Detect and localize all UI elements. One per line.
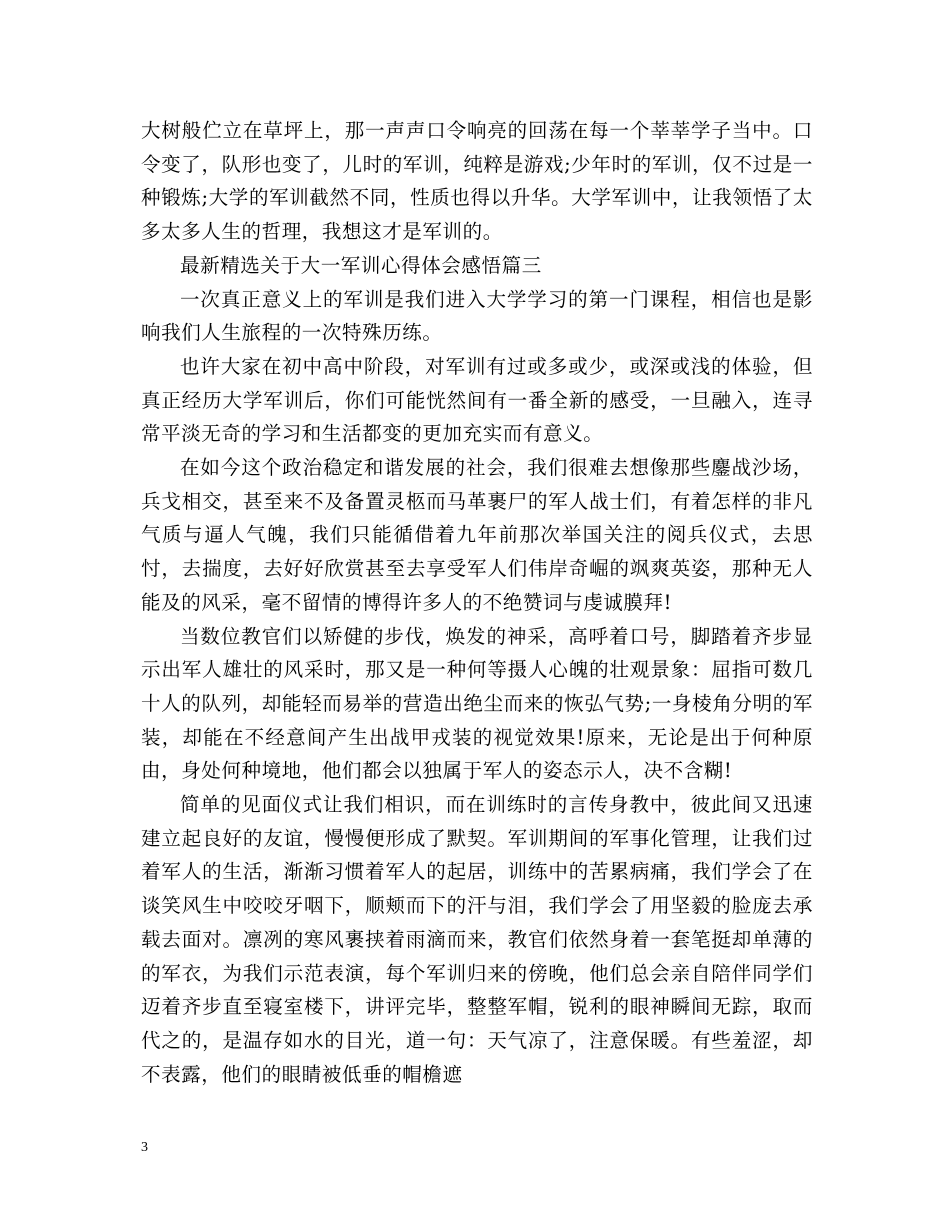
- body-text: [141, 114, 813, 1091]
- paragraph: 简单的见面仪式让我们相识，而在训练时的言传身教中，彼此间又迅速建立起良好的友谊，慢慢便形成了默契。军训期间的军事化管理，让我们过着军人的生活，渐渐习惯着军人的起居，训练中的苦累病痛，我们学会了在谈笑风生中咬咬牙咽下，顺颊而下的汗与泪，我们学会了用坚毅的脸庞去承载去面对。凛冽的寒风裹挟着雨滴而来，教官们依然身着一套笔挺却单薄的的军衣，为我们示范表演，每个军训归来的傍晚，他们总会亲自陪伴同学们迈着齐步直至寝室楼下，讲评完毕，整整军帽，锐利的眼神瞬间无踪，取而代之的，是温存如水的目光，道一句：天气凉了，注意保暖。有些羞涩，却不表露，他们的眼睛被低垂的帽檐遮: [141, 793, 813, 1086]
- paragraph: 一次真正意义上的军训是我们进入大学学习的第一门课程，相信也是影响我们人生旅程的一次特殊历练。: [141, 287, 813, 345]
- paragraph-continuation: 大树般伫立在草坪上，那一声声口令响亮的回荡在每一个莘莘学子当中。口令变了，队形也变了，儿时的军训，纯粹是游戏;少年时的军训，仅不过是一种锻炼;大学的军训截然不同，性质也得以升华。大学军训中，让我领悟了太多太多人生的哲理，我想这才是军训的。: [141, 119, 813, 244]
- section-heading: 最新精选关于大一军训心得体会感悟篇三: [180, 253, 542, 277]
- paragraph: 当数位教官们以矫健的步伐，焕发的神采，高呼着口号，脚踏着齐步显示出军人雄壮的风采时，那又是一种何等摄人心魄的壮观景象：屈指可数几十人的队列，却能轻而易举的营造出绝尘而来的恢弘气势;一身棱角分明的军装，却能在不经意间产生出战甲戎装的视觉效果!原来，无论是出于何种原由，身处何种境地，他们都会以独属于军人的姿态示人，决不含糊!: [141, 624, 813, 783]
- paragraph: 也许大家在初中高中阶段，对军训有过或多或少，或深或浅的体验，但真正经历大学军训后，你们可能恍然间有一番全新的感受，一旦融入，连寻常平淡无奇的学习和生活都变的更加充实而有意义。: [141, 354, 813, 446]
- paragraph: 在如今这个政治稳定和谐发展的社会，我们很难去想像那些鏖战沙场，兵戈相交，甚至来不及备置灵柩而马革裹尸的军人战士们，有着怎样的非凡气质与逼人气魄，我们只能循借着九年前那次举国关注的阅兵仪式，去思忖，去揣度，去好好欣赏甚至去享受军人们伟岸奇崛的飒爽英姿，那种无人能及的风采，毫不留情的博得许多人的不绝赞词与虔诚膜拜!: [141, 456, 813, 614]
- page-number: 3: [141, 1140, 148, 1155]
